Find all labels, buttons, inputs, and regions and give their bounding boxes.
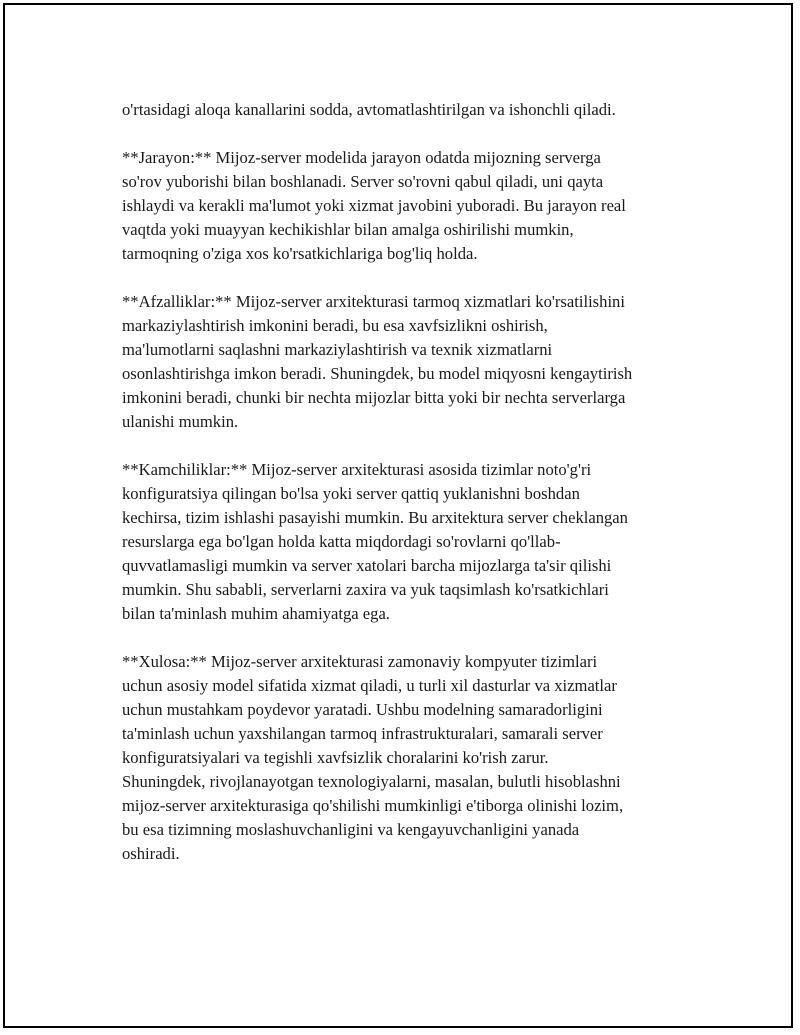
text-line: **Afzalliklar:** Mijoz-server arxitekturasi tarmoq xizmatlari ko'rsatilishini xyxy=(122,292,625,311)
page-frame xyxy=(3,3,793,1028)
paragraph-afzalliklar xyxy=(122,290,697,434)
text-line: bu esa tizimning moslashuvchanligini va kengayuvchanligini yanada xyxy=(122,820,580,839)
text-line: **Kamchiliklar:** Mijoz-server arxitekturasi asosida tizimlar noto'g'ri xyxy=(122,460,592,479)
text-line: konfiguratsiya qilingan bo'lsa yoki server qattiq yuklanishni boshdan xyxy=(122,484,580,503)
text-line: ta'minlash uchun yaxshilangan tarmoq infrastrukturalari, samarali server xyxy=(122,724,603,743)
text-line: Shuningdek, rivojlanayotgan texnologiyalarni, masalan, bulutli hisoblashni xyxy=(122,772,621,791)
text-line: mumkin. Shu sababli, serverlarni zaxira va yuk taqsimlash ko'rsatkichlari xyxy=(122,580,609,599)
text-line: **Jarayon:** Mijoz-server modelida jarayon odatda mijozning serverga xyxy=(122,148,601,167)
text-line: o'rtasidagi aloqa kanallarini sodda, avtomatlashtirilgan va ishonchli qiladi. xyxy=(122,100,616,119)
text-line: osonlashtirishga imkon beradi. Shuningdek, bu model miqyosni kengaytirish xyxy=(122,364,633,383)
text-line: markaziylashtirish imkonini beradi, bu esa xavfsizlikni oshirish, xyxy=(122,316,548,335)
text-line: tarmoqning o'ziga xos ko'rsatkichlariga bog'liq holda. xyxy=(122,244,478,263)
paragraph-intro-continuation xyxy=(122,98,697,122)
text-line: quvvatlamasligi mumkin va server xatolari barcha mijozlarga ta'sir qilishi xyxy=(122,556,612,575)
text-line: **Xulosa:** Mijoz-server arxitekturasi zamonaviy kompyuter tizimlari xyxy=(122,652,598,671)
paragraph-jarayon xyxy=(122,146,697,266)
text-line: mijoz-server arxitekturasiga qo'shilishi mumkinligi e'tiborga olinishi lozim, xyxy=(122,796,624,815)
text-line: resurslarga ega bo'lgan holda katta miqdordagi so'rovlarni qo'llab- xyxy=(122,532,561,551)
paragraph-xulosa xyxy=(122,650,697,866)
text-line: konfiguratsiyalari va tegishli xavfsizlik choralarini ko'rish zarur. xyxy=(122,748,549,767)
text-line: imkonini beradi, chunki bir nechta mijozlar bitta yoki bir nechta serverlarga xyxy=(122,388,626,407)
paragraph-kamchiliklar xyxy=(122,458,697,626)
text-line: kechirsa, tizim ishlashi pasayishi mumkin. Bu arxitektura server cheklangan xyxy=(122,508,628,527)
text-line: uchun asosiy model sifatida xizmat qiladi, u turli xil dasturlar va xizmatlar xyxy=(122,676,617,695)
text-line: ulanishi mumkin. xyxy=(122,412,239,431)
text-line: so'rov yuborishi bilan boshlanadi. Server so'rovni qabul qiladi, uni qayta xyxy=(122,172,604,191)
text-line: uchun mustahkam poydevor yaratadi. Ushbu modelning samaradorligini xyxy=(122,700,603,719)
text-line: ishlaydi va kerakli ma'lumot yoki xizmat javobini yuboradi. Bu jarayon real xyxy=(122,196,626,215)
text-line: oshiradi. xyxy=(122,844,180,863)
text-line: ma'lumotlarni saqlashni markaziylashtirish va texnik xizmatlarni xyxy=(122,340,553,359)
text-line: bilan ta'minlash muhim ahamiyatga ega. xyxy=(122,604,390,623)
text-line: vaqtda yoki muayyan kechikishlar bilan amalga oshirilishi mumkin, xyxy=(122,220,574,239)
document-body xyxy=(122,98,697,890)
